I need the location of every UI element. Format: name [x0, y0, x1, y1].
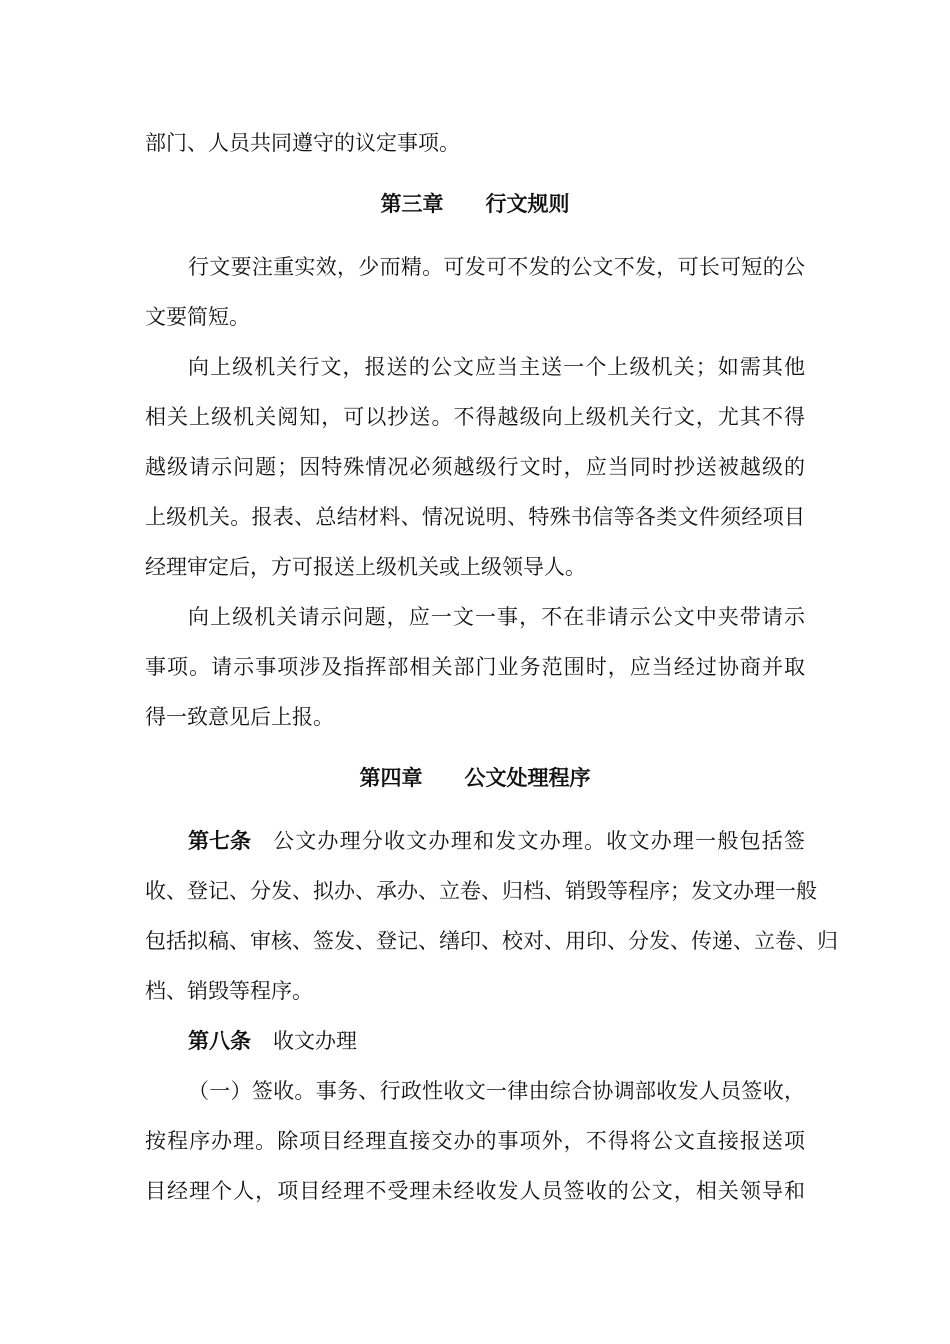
paragraph-line: 档、销毁等程序。 [145, 979, 313, 1003]
paragraph-line: （一）签收。事务、行政性收文一律由综合协调部收发人员签收， [188, 1079, 805, 1103]
paragraph-line: 向上级机关行文，报送的公文应当主送一个上级机关；如需其他 [188, 355, 805, 379]
article-line [145, 816, 805, 866]
paragraph-line: 部门、人员共同遵守的议定事项。 [145, 131, 460, 155]
chapter-title: 公文处理程序 [464, 766, 591, 790]
article-line [145, 1016, 805, 1066]
chapter-heading [145, 753, 805, 803]
paragraph-line: 上级机关。报表、总结材料、情况说明、特殊书信等各类文件须经项目 [145, 505, 805, 529]
paragraph-line: 向上级机关请示问题，应一文一事，不在非请示公文中夹带请示 [188, 605, 805, 629]
paragraph-line: 包括拟稿、审核、签发、登记、缮印、校对、用印、分发、传递、立卷、归 [145, 929, 838, 953]
chapter-number: 第三章 [380, 192, 444, 216]
paragraph-line: 相关上级机关阅知，可以抄送。不得越级向上级机关行文，尤其不得 [145, 405, 805, 429]
article-title: 收文办理 [273, 1029, 357, 1053]
paragraph-line: 按程序办理。除项目经理直接交办的事项外，不得将公文直接报送项 [145, 1129, 805, 1153]
paragraph-line: 经理审定后，方可报送上级机关或上级领导人。 [145, 555, 586, 579]
document-page [145, 118, 838, 1216]
article-label: 第七条 [188, 829, 251, 853]
paragraph-line: 收、登记、分发、拟办、承办、立卷、归档、销毁等程序；发文办理一般 [145, 879, 817, 903]
chapter-heading [145, 179, 805, 229]
chapter-title: 行文规则 [485, 192, 570, 216]
paragraph-line: 得一致意见后上报。 [145, 705, 334, 729]
paragraph-line: 文要简短。 [145, 305, 250, 329]
article-label: 第八条 [188, 1029, 251, 1053]
paragraph-line: 事项。请示事项涉及指挥部相关部门业务范围时，应当经过协商并取 [145, 655, 805, 679]
paragraph-line: 目经理个人，项目经理不受理未经收发人员签收的公文，相关领导和 [145, 1179, 805, 1203]
article-text: 公文办理分收文办理和发文办理。收文办理一般包括签 [273, 829, 805, 853]
paragraph-line: 越级请示问题；因特殊情况必须越级行文时，应当同时抄送被越级的 [145, 455, 805, 479]
paragraph-line: 行文要注重实效，少而精。可发可不发的公文不发，可长可短的公 [188, 255, 805, 279]
chapter-number: 第四章 [359, 766, 423, 790]
